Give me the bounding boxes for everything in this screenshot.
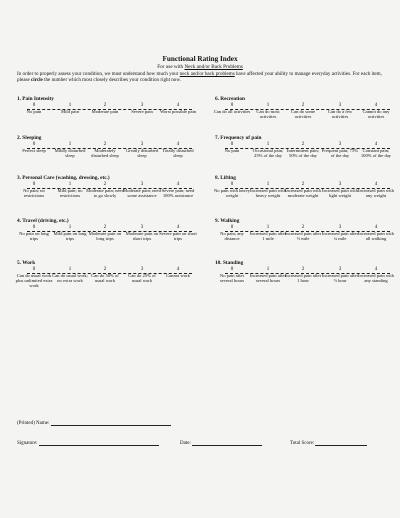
total-score-row [290, 440, 367, 446]
date-field[interactable] [192, 440, 262, 446]
rating-section [17, 96, 197, 136]
rating-option: Constant pain; 100% of the day [360, 148, 392, 159]
scale-number[interactable]: 2 [301, 142, 305, 147]
scale-number[interactable]: 4 [176, 142, 180, 147]
scale-number[interactable]: 3 [338, 103, 342, 108]
scale-number[interactable]: 2 [103, 182, 107, 187]
printed-name-field[interactable] [51, 420, 171, 426]
scale-number[interactable]: 2 [103, 225, 107, 230]
rating-option: Mild pain; no restrictions [57, 188, 83, 199]
scale-number[interactable]: 4 [176, 267, 180, 272]
scale-number[interactable]: 1 [68, 182, 72, 187]
scale-number[interactable]: 2 [301, 225, 305, 230]
rating-option: Increased pain with any standing [358, 273, 394, 284]
scale-number[interactable]: 0 [230, 225, 234, 230]
printed-name-row [17, 420, 171, 426]
scale-number[interactable]: 3 [140, 225, 144, 230]
scale-number[interactable]: 0 [230, 142, 234, 147]
signature-field[interactable] [39, 440, 159, 446]
section-title: 7. Frequency of pain [215, 135, 262, 141]
rating-option: Moderate pain on long trips [88, 231, 122, 242]
rating-option: Moderate pain; need to go slowly [86, 188, 124, 199]
rating-option: Increased pain with heavy weight [250, 188, 286, 199]
rating-option: Increased pain after several hours [249, 273, 287, 284]
form-title: Functional Rating Index [162, 55, 238, 63]
rating-option: Cannot work [166, 273, 190, 278]
rating-option: Can do 25% of usual work [128, 273, 156, 284]
rating-option: Mild pain on long trips [53, 231, 87, 242]
rating-option: Severe pain; need 100% assistance [161, 188, 195, 199]
rating-section [215, 96, 391, 136]
scale-number[interactable]: 0 [32, 142, 36, 147]
scale-number[interactable]: 4 [176, 225, 180, 230]
section-title: 6. Recreation [215, 96, 245, 102]
scale-number[interactable]: 0 [32, 103, 36, 108]
scale-number[interactable]: 2 [301, 267, 305, 272]
rating-option: Mild pain [61, 109, 79, 114]
rating-option: Can do usual work plus unlimited extra work [15, 273, 53, 289]
scale-number[interactable]: 1 [266, 103, 270, 108]
scale-number[interactable]: 4 [176, 103, 180, 108]
section-title: 4. Travel (driving, etc.) [17, 218, 69, 224]
scale-number[interactable]: 3 [140, 267, 144, 272]
rating-option: Increased pain after 1 mile [249, 231, 287, 242]
subtitle-condition: Neck and/or Back Problems [184, 64, 243, 70]
rating-option: Moderate pain [91, 109, 119, 114]
rating-section [17, 175, 193, 215]
form-subtitle [0, 64, 400, 70]
scale-number[interactable]: 1 [266, 225, 270, 230]
rating-section [215, 135, 391, 175]
scale-number[interactable]: 3 [338, 225, 342, 230]
rating-option: Can do a few activities [327, 109, 353, 120]
rating-option: Moderate pain on short trips [125, 231, 159, 242]
subtitle-prefix: For use with [157, 64, 185, 70]
scale-number[interactable]: 3 [140, 182, 144, 187]
scale-number[interactable]: 3 [140, 142, 144, 147]
scale-number[interactable]: 3 [338, 267, 342, 272]
rating-section [17, 135, 193, 175]
rating-option: Severe pain [131, 109, 153, 114]
scale-number[interactable]: 4 [374, 142, 378, 147]
scale-number[interactable]: 1 [68, 103, 72, 108]
scale-number[interactable]: 2 [103, 267, 107, 272]
rating-section [17, 260, 193, 300]
scale-number[interactable]: 4 [374, 182, 378, 187]
scale-number[interactable]: 0 [230, 182, 234, 187]
rating-option: Greatly disturbed sleep [125, 148, 159, 159]
scale-number[interactable]: 4 [374, 267, 378, 272]
rating-option: No pain; any distance [220, 231, 244, 242]
date-label: Date: [180, 441, 191, 446]
rating-option: Can do most activities [256, 109, 280, 120]
rating-option: No pain [224, 148, 240, 153]
rating-option: Mildly disturbed sleep [54, 148, 86, 159]
scale-number[interactable]: 0 [230, 267, 234, 272]
rating-option: Increased pain with moderate weight [285, 188, 321, 199]
scale-number[interactable]: 1 [68, 142, 72, 147]
scale-number[interactable]: 3 [338, 182, 342, 187]
total-score-field[interactable] [315, 440, 367, 446]
rating-option: Perfect sleep [22, 148, 46, 153]
section-title: 1. Pain Intensity [17, 96, 54, 102]
section-title: 10. Standing [215, 260, 244, 266]
rating-option: Increased pain after 1 hour [284, 273, 322, 284]
instructions [17, 71, 385, 83]
scale-number[interactable]: 1 [266, 182, 270, 187]
scale-number[interactable]: 0 [32, 182, 36, 187]
rating-option: Increased pain with all walking [358, 231, 394, 242]
rating-option: No pain [26, 109, 42, 114]
rating-option: Totally disturbed sleep [162, 148, 194, 159]
rating-section [213, 175, 394, 215]
date-row [180, 440, 262, 446]
rating-option: Increased pain after ½ hour [321, 273, 359, 284]
scale-number[interactable]: 4 [374, 103, 378, 108]
rating-option: No pain on long trips [19, 231, 49, 242]
rating-option: Increased pain after ¼ mile [321, 231, 359, 242]
signature-label: Signature: [17, 441, 38, 446]
section-title: 9. Walking [215, 218, 240, 224]
scale-number[interactable]: 0 [32, 225, 36, 230]
scale-number[interactable]: 3 [338, 142, 342, 147]
printed-name-label: (Printed) Name: [17, 421, 50, 426]
scale-number[interactable]: 4 [374, 225, 378, 230]
rating-option: Increased pain with light weight [322, 188, 358, 199]
scale-number[interactable]: 1 [266, 267, 270, 272]
scale-number[interactable]: 0 [230, 103, 234, 108]
scale-number[interactable]: 3 [140, 103, 144, 108]
scale-number[interactable]: 2 [301, 182, 305, 187]
rating-option: Increased pain after ½ mile [284, 231, 322, 242]
section-title: 3. Personal Care (washing, dressing, etc.) [17, 175, 110, 181]
rating-option: Occasional pain; 25% of the day [252, 148, 284, 159]
scale-number[interactable]: 1 [266, 142, 270, 147]
rating-option: Can do all activities [213, 109, 251, 114]
scale-number[interactable]: 1 [68, 225, 72, 230]
section-title: 5. Work [17, 260, 36, 266]
scale-number[interactable]: 1 [68, 267, 72, 272]
rating-option: No pain; no restrictions [23, 188, 45, 199]
section-title: 8. Lifting [215, 175, 236, 181]
intro-bold: circle [31, 77, 43, 84]
scale-number[interactable]: 2 [103, 142, 107, 147]
rating-option: Intermittent pain; 50% of the day [286, 148, 320, 159]
rating-section [215, 260, 394, 300]
intro-part-3: the number which most closely describes your condition right now. [42, 77, 181, 84]
scale-number[interactable]: 0 [32, 267, 36, 272]
rating-option: No pain after several hours [219, 273, 245, 284]
scale-number[interactable]: 2 [301, 103, 305, 108]
rating-option: Can do 50% of usual work [91, 273, 119, 284]
total-score-label: Total Score: [290, 441, 315, 446]
intro-part-2: have affected your ability to manage everyday activities. For each item, please [17, 71, 382, 84]
rating-option: Can do usual work; no extra work [52, 273, 88, 284]
rating-option: Increased pain with any weight [358, 188, 394, 199]
rating-option: Moderately disturbed sleep [91, 148, 119, 159]
scale-number[interactable]: 2 [103, 103, 107, 108]
rating-option: Can do some activities [291, 109, 315, 120]
signature-row [17, 440, 159, 446]
rating-option: Moderate pain; need some assistance [123, 188, 161, 199]
rating-option: No pain with heavy weight [213, 188, 251, 199]
rating-option: Cannot do any activities [362, 109, 390, 120]
intro-part-1: In order to properly assess your condition, we must understand how much your [17, 71, 180, 77]
intro-underlined: neck and/or back problems [179, 71, 235, 77]
rating-section [215, 218, 394, 258]
rating-option: Worst possible pain [159, 109, 197, 114]
rating-section [17, 218, 197, 258]
rating-option: Severe pain on short trips [159, 231, 197, 242]
scale-number[interactable]: 4 [176, 182, 180, 187]
section-title: 2. Sleeping [17, 135, 42, 141]
rating-option: Frequent pain; 75% of the day [321, 148, 359, 159]
